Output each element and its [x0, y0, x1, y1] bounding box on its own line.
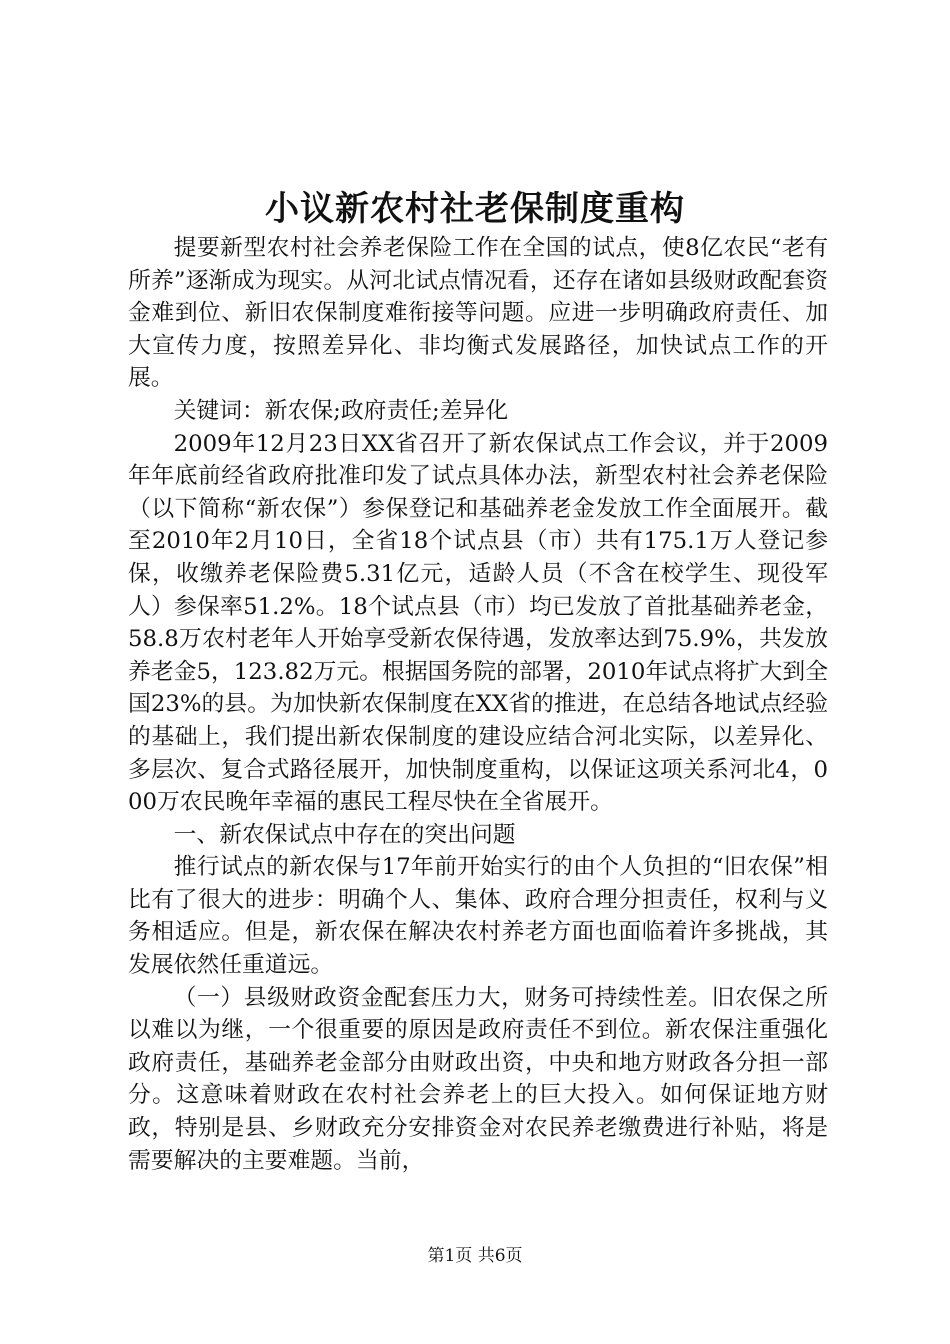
document-title: 小议新农村社老保制度重构: [265, 189, 685, 229]
document-body: [128, 232, 828, 1177]
body-paragraph: （一）县级财政资金配套压力大，财务可持续性差。旧农保之所以难以为继，一个很重要的原因是政府责任不到位。新农保注重强化政府责任，基础养老金部分由财政出资，中央和地方财政各分担一部分。这意味着财政在农村社会养老上的巨大投入。如何保证地方财政，特别是县、乡财政充分安排资金对农民养老缴费进行补贴，将是需要解决的主要难题。当前，: [128, 984, 828, 1174]
abstract-paragraph: 提要新型农村社会养老保险工作在全国的试点，使8亿农民“老有所养”逐渐成为现实。从河北试点情况看，还存在诸如县级财政配套资金难到位、新旧农保制度难衔接等问题。应进一步明确政府责任、加大宣传力度，按照差异化、非均衡式发展路径，加快试点工作的开展。: [128, 235, 828, 392]
intro-paragraph: 2009年12月23日XX省召开了新农保试点工作会议，并于2009年年底前经省政府批准印发了试点具体办法，新型农村社会养老保险（以下简称“新农保”）参保登记和基础养老金发放工作全面展开。截至2010年2月10日，全省18个试点县（市）共有175.1万人登记参保，收缴养老保险费5.31亿元，适龄人员（不含在校学生、现役军人）参保率51.2%。18个试点县（市）均已发放了首批基础养老金，58.8万农村老年人开始享受新农保待遇，发放率达到75.9%，共发放养老金5，123.82万元。根据国务院的部署，2010年试点将扩大到全国23%的县。为加快新农保制度在XX省的推进，在总结各地试点经验的基础上，我们提出新农保制度的建设应结合河北实际，以差异化、多层次、复合式路径展开，加快制度重构，以保证这项关系河北4，000万农民晚年幸福的惠民工程尽快在全省展开。: [128, 430, 828, 816]
body-paragraph: 推行试点的新农保与17年前开始实行的由个人负担的“旧农保”相比有了很大的进步：明确个人、集体、政府合理分担责任，权利与义务相适应。但是，新农保在解决农村养老方面也面临着许多挑战，其发展依然任重道远。: [128, 854, 828, 979]
page-footer: 第1页 共6页: [427, 1246, 523, 1266]
keywords-paragraph: 关键词：新农保;政府责任;差异化: [173, 397, 509, 424]
section-heading-1: 一、新农保试点中存在的突出问题: [173, 821, 516, 848]
